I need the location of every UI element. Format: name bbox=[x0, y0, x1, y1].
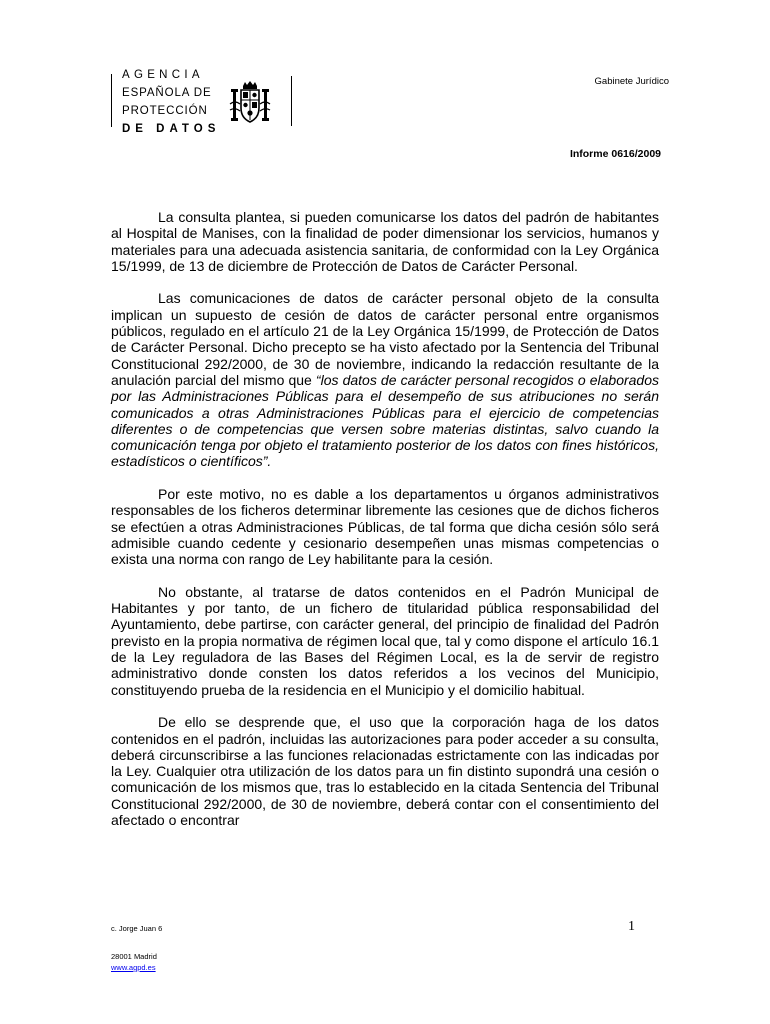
page-number: 1 bbox=[628, 919, 635, 934]
paragraph-1: La consulta plantea, si pueden comunicarse los datos del padrón de habitantes al Hospital de Manises, con la finalidad de poder dimensionar los servicios, humanos y materiales para una adecuada asistencia sanitaria, de conformidad con la Ley Orgánica 15/1999, de 13 de diciembre de Protección de Datos de Carácter Personal. bbox=[111, 209, 659, 274]
department-label: Gabinete Jurídico bbox=[594, 76, 669, 87]
footer-city: 28001 Madrid bbox=[111, 952, 157, 961]
coat-of-arms-icon bbox=[228, 80, 272, 128]
report-body bbox=[111, 209, 659, 845]
logo-line-1: AGENCIA bbox=[122, 69, 204, 81]
paragraph-3: Por este motivo, no es dable a los departamentos u órganos administrativos responsables de los ficheros determinar libremente las cesiones que de dichos ficheros se efectúen a otras Administraciones Públicas, de tal forma que dicha cesión sólo será admisible cuando cedente y cesionario desempeñen unas mismas competencias o exista una norma con rango de Ley habilitante para la cesión. bbox=[111, 486, 659, 568]
paragraph-5: De ello se desprende que, el uso que la corporación haga de los datos contenidos en el padrón, incluidas las autorizaciones para poder acceder a su consulta, deberá circunscribirse a las funciones relacionadas estrictamente con las indicadas por la Ley. Cualquier otra utilización de los datos para un fin distinto supondrá una cesión o comunicación de los mismos que, tras lo establecido en la citada Sentencia del Tribunal Constitucional 292/2000, de 30 de noviembre, deberá contar con el consentimiento del afectado o encontrar bbox=[111, 714, 659, 828]
logo-divider-right bbox=[291, 76, 292, 126]
agency-logo-text bbox=[122, 66, 220, 138]
logo-divider-left bbox=[111, 74, 112, 127]
footer-address: c. Jorge Juan 6 bbox=[111, 924, 163, 933]
logo-line-3: PROTECCIÓN bbox=[122, 105, 208, 117]
paragraph-2-quote: “los datos de carácter personal recogidos o elaborados por las Administraciones Públicas para el desempeño de sus atribuciones no serán comunicados a otras Administraciones Públicas para el ejercicio de competencias diferentes o de competencias que versen sobre materias distintas, salvo cuando la comunicación tenga por objeto el tratamiento posterior de los datos con fines históricos, estadísticos o científicos”. bbox=[111, 371, 659, 470]
website-link[interactable]: www.agpd.es bbox=[111, 963, 156, 972]
paragraph-2 bbox=[111, 290, 659, 469]
paragraph-4: No obstante, al tratarse de datos contenidos en el Padrón Municipal de Habitantes y por tanto, de un fichero de titularidad pública responsabilidad del Ayuntamiento, debe partirse, con carácter general, del principio de finalidad del Padrón previsto en la propia normativa de régimen local que, tal y como dispone el artículo 16.1 de la Ley reguladora de las Bases del Régimen Local, es la de servir de registro administrativo donde consten los datos referidos a los vecinos del Municipio, constituyendo prueba de la residencia en el Municipio y el domicilio habitual. bbox=[111, 583, 659, 698]
logo-line-2: ESPAÑOLA DE bbox=[122, 87, 212, 99]
report-id: Informe 0616/2009 bbox=[569, 148, 661, 160]
logo-line-4: DE DATOS bbox=[122, 123, 221, 135]
paragraph-2-lead: Las comunicaciones de datos de carácter personal objeto de la consulta implican un supuesto de cesión de datos de carácter personal entre organismos públicos, regulado en el artículo 21 de la Ley Orgánica 15/1999, de Protección de Datos de Carácter Personal. Dicho precepto se ha visto afectado por la Sentencia del Tribunal Constitucional 292/2000, de 30 de noviembre, indicando la redacción resultante de la anulación parcial del mismo que bbox=[111, 290, 659, 388]
